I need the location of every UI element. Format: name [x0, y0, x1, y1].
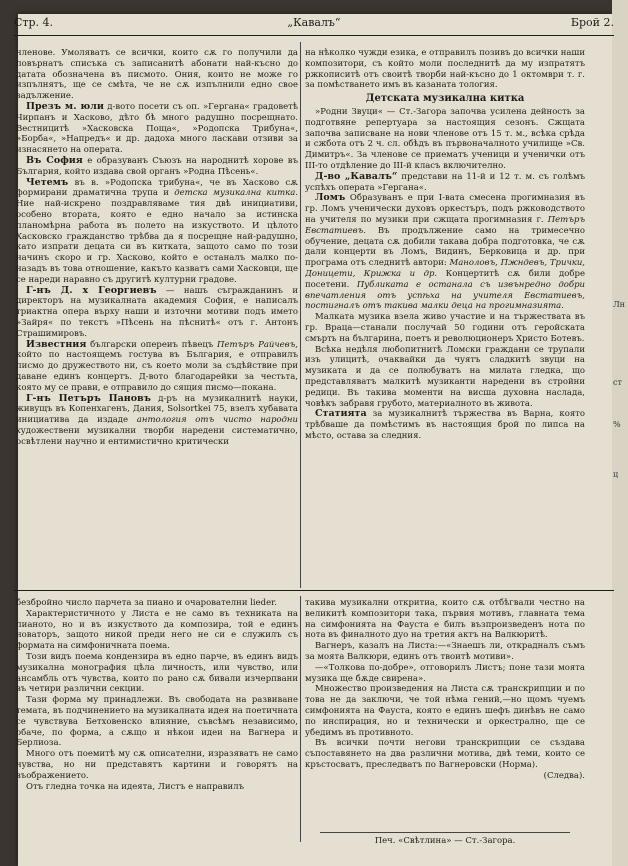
page-number: Стр. 4.	[14, 16, 54, 29]
paragraph: на нѣколко чужди езика, е отправилъ позивъ до всички наши композитори, съ който моли последнитѣ да му изпратятъ ржкописитѣ отъ своитѣ творби най-късно до 1 октомври т. г. за помѣстването имъ въ казаната тология.	[305, 48, 585, 91]
news-heading: Четемъ	[26, 176, 69, 188]
paragraph: Четемъ въ в. »Родопска трибуна«, че въ Хасково сѫ формирани драматична трупа и детска музикална китка. Ние най-искрено поздравляваме тия двѣ инициативи, особено втората, която е едно начало за истинска планомѣрна работа въ полето на изкуството. И цѣлото Хасковско гражданство трѣбва да я посрещне най-радушно, като изпрати децата си въ китката, защото само по този начинъ скоро и гр. Хасково, който е останалъ малко по-назадъ въ това отношение, какъто казватъ сами Хасковци, ще се нареди наравно съ другитѣ културни градове.	[16, 176, 298, 285]
page-header	[14, 12, 614, 34]
paragraph: Този видъ поема кондензира въ едно парче, въ единъ видъ музикална монография цѣла личность, или чувство, или ансамбль отъ чувства, които по рано сѫ бивали изчерпвани въ четири различни секции.	[16, 651, 298, 695]
news-heading: Г-нъ Петъръ Пановъ	[26, 392, 151, 404]
header-rule	[14, 35, 614, 36]
paragraph: Вагнеръ, казалъ на Листа:—«Знаешъ ли, открадналъ съмъ за моята Валкюри, единъ отъ твоитѣ мотиви».	[305, 641, 585, 662]
edge-fragment: Лн	[613, 300, 626, 309]
paragraph: безбройно число парчета за пиано и очарователни lieder.	[16, 598, 277, 608]
right-column	[305, 48, 585, 584]
paragraph: Известния български опереиъ пѣвецъ Петъръ Райчевъ, който по настоящемъ гостува въ България, е отправилъ писмо до дружеството ни, съ което моли за съдѣйствие при даване единъ концертъ. Д-вото благодарейки за честьта, която му се прави, е отправило до сящия писмо—покана.	[16, 338, 298, 393]
paragraph: »Родни Звуци« — Ст.-Загора започва усилена дейность за подготвяне репертуара за настоящия сезонъ. Сжщата започва записване на нови членове отъ 15 т. м., всѣка срѣда и сжбота отъ 2 ч. сл. обѣдъ въ първоначалното училище »Св. Димитръ«. За членове се приематъ ученици и ученички отъ III-то отдѣление до III-й класъ включително.	[305, 106, 585, 171]
edge-fragment: %	[613, 420, 621, 429]
paragraph: Малката музика взела живо участие и на тържествата въ гр. Враца—станали послучай 50 години отъ геройската смърть на българина, поетъ и революционеръ Христо Ботевъ.	[305, 312, 585, 344]
news-heading: Известния	[26, 338, 87, 350]
news-heading: Въ София	[26, 154, 83, 166]
footer-rule	[320, 832, 570, 833]
column-divider	[300, 42, 301, 588]
paragraph: Характеристичното у Листа е не само въ техниката на пианото, но и въ изкуството да композира, той е единъ новаторъ, защото никой преди него не си е служилъ съ формата на симфоничната поема.	[16, 608, 298, 652]
section-title: Детската музикална китка	[365, 93, 525, 105]
paragraph: Презъ м. юли д-вото посети съ оп. »Гергана« градоветѣ Чирпанъ и Хасково, дѣто бѣ много радушно посрещнато. Вестницитѣ »Хасковска Поща«, »Родопска Трибуна«, »Борба«, »Напредъ« и др. дадоха много ласкави отзиви за изнасянето на операта.	[16, 100, 298, 156]
news-heading: Статията	[315, 408, 367, 420]
paragraph: такива музикални откритиа, които сѫ отбѣгвали честно на великитѣ композитори така, първия мотивъ, главната тема на симфонията на Фауста е билъ възпроизведенъ нота по нота въ финалното дуо на третия актъ на Валкюритѣ.	[305, 598, 585, 641]
paragraph: Тази форма му принадлежи. Въ свободата на развиване темата, въ подчинението на музикалната идея на поетичната се чувствува Бетховенско влияние, съвсѣмъ независимо, обаче, по форма, а сѫщо и нѣкои идеи на Вагнера и Берлиоза.	[16, 695, 298, 749]
paragraph: Г-нъ Д. х Георгиевъ — нашъ съгражданинъ и директоръ на музикалната академия София, е написалъ триактна опера върху наши и източни мотиви подъ името »Зайря« по текстъ »Пѣсень на пѣснитѣ« отъ г. Антонъ Страшимировъ.	[16, 284, 298, 339]
news-heading: Презъ м. юли	[26, 100, 104, 112]
news-heading: Д-во „Кавалъ“	[315, 170, 398, 182]
paragraph: Въ София е образуванъ Съюзъ на народнитѣ хорове въ България, който издава свой органъ »Родна Пѣсень«.	[16, 154, 298, 177]
column-divider	[300, 596, 301, 842]
paragraph: Много отъ поемитѣ му сѫ описателни, изразяватъ не само чувства, но ни представятъ картини и говорятъ на въображението.	[16, 749, 298, 781]
paragraph: Ломъ Образуванъ е при I-вата смесена прогимназия въ гр. Ломъ ученически духовъ оркестъръ, подъ ржководството на учителя по музики при сжщата прогимназия г. Петъръ Евстатиевъ. Въ продължение само на тримесечно обучение, децата сѫ добили такава добра подготовка, че сѫ дали концерти въ Ломъ, Видинъ, Берковица и др. при програма отъ следнитѣ автори: Маноловъ, Пжндевъ, Трички, Доницети, Крижка и др. Концертитѣ сѫ били добре посетени. Публиката е останала съ извънредно добри впечатления отъ успѣха на учителя Евстатиевъ, постигналъ отъ такива малки деца на прогимназията.	[305, 192, 585, 312]
paragraph: Г-нъ Петъръ Пановъ д-ръ на музикалнитѣ науки, живущъ въ Копенхагенъ, Дания, Solsortkei 75, взелъ хубавата инициатива да издаде антология отъ чисто народни художествени музикални творби наредени систематично, освѣтлени научно и ентимистично критически	[16, 392, 298, 447]
issue-number: Брой 2.	[570, 16, 614, 29]
paragraph: Статията за музикалнитѣ тържества въ Варна, която трѣбваше да помѣстимъ въ настоящия брой по липса на мѣсто, остава за следния.	[305, 408, 585, 441]
left-column	[16, 48, 298, 584]
paragraph: Д-во „Кавалъ“ представи на 11-й и 12 т. м. съ голѣмъ успѣхъ операта »Гергана«.	[305, 170, 585, 193]
paragraph: Всѣка недѣля любопитнитѣ Ломски граждани се трупали изъ улицитѣ, очаквайки да чуятъ сладкитѣ звуци на музиката и да се полюбуватъ на милата гледка, що представляватъ малкитѣ музиканти наредени въ стройни редици. Въ такива моменти на висша духовна наслада, човѣкъ забравя грубото, материалното въ живота.	[305, 344, 585, 409]
paragraph: Въ всички почти негови транскрипции се създава съпоставянето на два различни мотива, двѣ теми, които се кръстосватъ, преследватъ по Вагнеровски (Норма).	[305, 738, 585, 770]
edge-fragment: ст	[613, 378, 622, 387]
printer-imprint: Печ. «Свѣтлина» — Ст.-Загора.	[374, 836, 516, 846]
adjacent-page-edge	[612, 0, 628, 866]
paragraph: Множество произведения на Листа сѫ транскрипции и по това не да заключи, че той нѣма гений,—но щомъ чуемъ симфонията на Фауста, която е единъ шефъ динѣвъ не само по инспирация, но и технически и оркестрално, ще се убедимъ въ противното.	[305, 684, 585, 738]
edge-fragment: ц	[613, 470, 619, 479]
lower-left-column	[16, 598, 298, 838]
lower-right-column	[305, 598, 585, 826]
paragraph: —«Толкова по-добре», отговорилъ Листъ; поне тази моята музика ще бѫде свирена».	[305, 662, 585, 684]
paragraph: членове. Умоляватъ се всички, които сѫ го получили да повърнатъ списъка съ записанитѣ абонати най-късно до датата обозначена въ писмото. Ония, които не може го изпълнятъ, ще се смѣта, че не сѫ изпълнили едно свое задължение.	[16, 48, 298, 102]
section-rule	[14, 590, 614, 591]
paragraph: Отъ гледна точка на идеята, Листъ е направилъ	[26, 781, 244, 792]
newspaper-title: „Кавалъ“	[287, 16, 341, 29]
continued-note: (Следва).	[543, 770, 585, 781]
news-heading: Г-нъ Д. х Георгиевъ	[26, 284, 157, 296]
news-heading: Ломъ	[315, 192, 346, 204]
